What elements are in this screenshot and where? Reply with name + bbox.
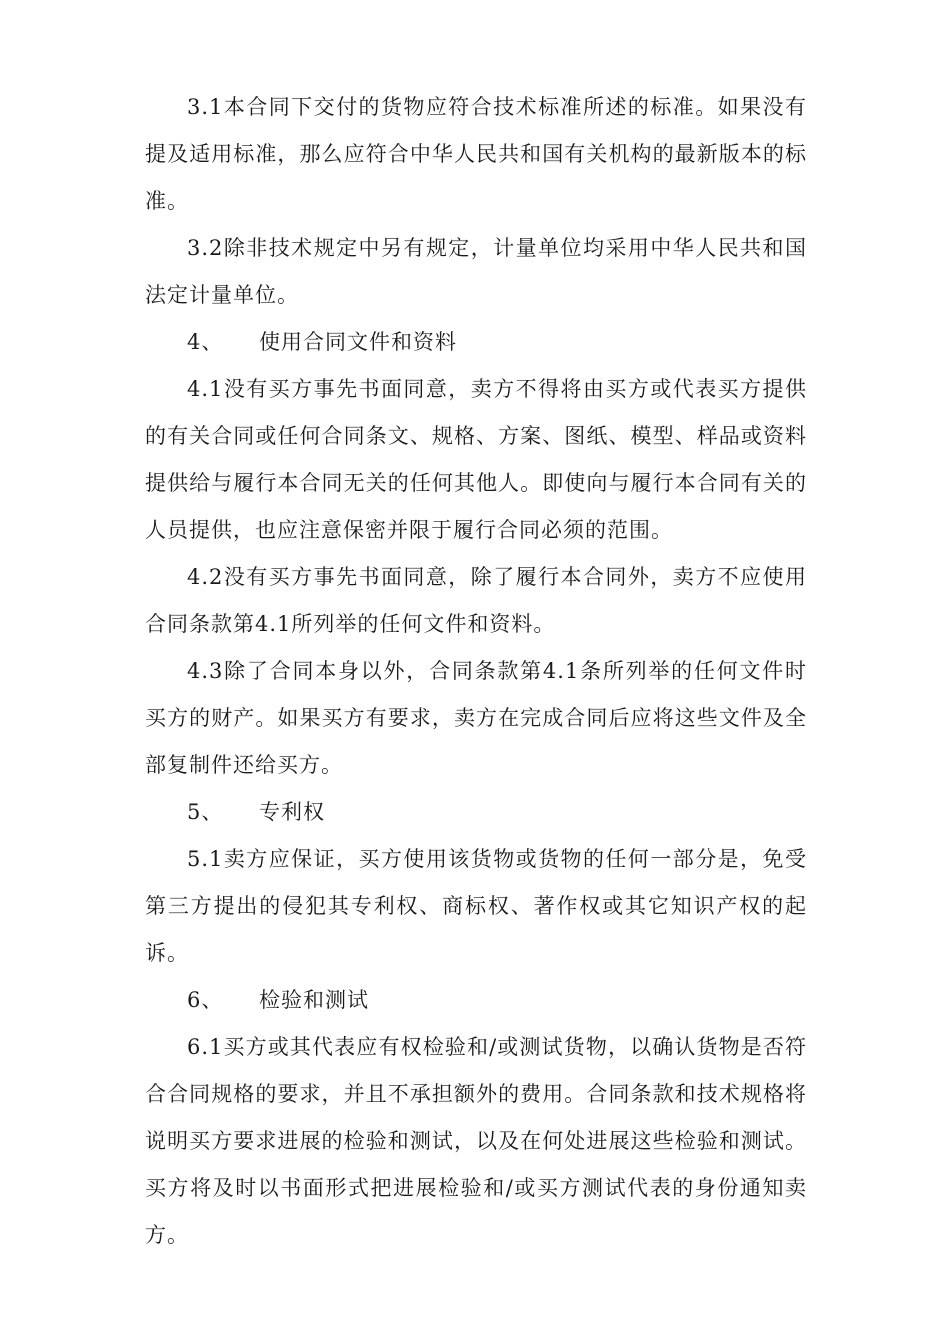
section-6-heading (145, 977, 807, 1024)
clause-4-2: 4.2没有买方事先书面同意，除了履行本合同外，卖方不应使用合同条款第4.1所列举的任何文件和资料。 (145, 565, 807, 636)
clause-4-1: 4.1没有买方事先书面同意，卖方不得将由买方或代表买方提供的有关合同或任何合同条文、规格、方案、图纸、模型、样品或资料提供给与履行本合同无关的任何其他人。即使向与履行本合同有关的人员提供，也应注意保密并限于履行合同必须的范围。 (145, 377, 807, 542)
section-4-heading (145, 319, 807, 366)
section-6-title: 检验和测试 (259, 988, 369, 1012)
document-body (145, 84, 807, 1259)
section-5-title: 专利权 (259, 800, 325, 824)
section-4-number: 4、 (187, 330, 224, 354)
section-4-title: 使用合同文件和资料 (259, 330, 457, 354)
clause-5-1: 5.1卖方应保证，买方使用该货物或货物的任何一部分是，免受第三方提出的侵犯其专利权、商标权、著作权或其它知识产权的起诉。 (145, 847, 807, 965)
clause-6-1: 6.1买方或其代表应有权检验和/或测试货物，以确认货物是否符合合同规格的要求，并且不承担额外的费用。合同条款和技术规格将说明买方要求进展的检验和测试，以及在何处进展这些检验和测试。买方将及时以书面形式把进展检验和/或买方测试代表的身份通知卖方。 (145, 1035, 807, 1247)
clause-4-3: 4.3除了合同本身以外，合同条款第4.1条所列举的任何文件时买方的财产。如果买方有要求，卖方在完成合同后应将这些文件及全部复制件还给买方。 (145, 659, 807, 777)
section-6-number: 6、 (187, 988, 224, 1012)
section-5-number: 5、 (187, 800, 224, 824)
clause-3-2: 3.2除非技术规定中另有规定，计量单位均采用中华人民共和国法定计量单位。 (145, 236, 807, 307)
section-5-heading (145, 789, 807, 836)
clause-3-1: 3.1本合同下交付的货物应符合技术标准所述的标准。如果没有提及适用标准，那么应符合中华人民共和国有关机构的最新版本的标准。 (145, 95, 807, 213)
